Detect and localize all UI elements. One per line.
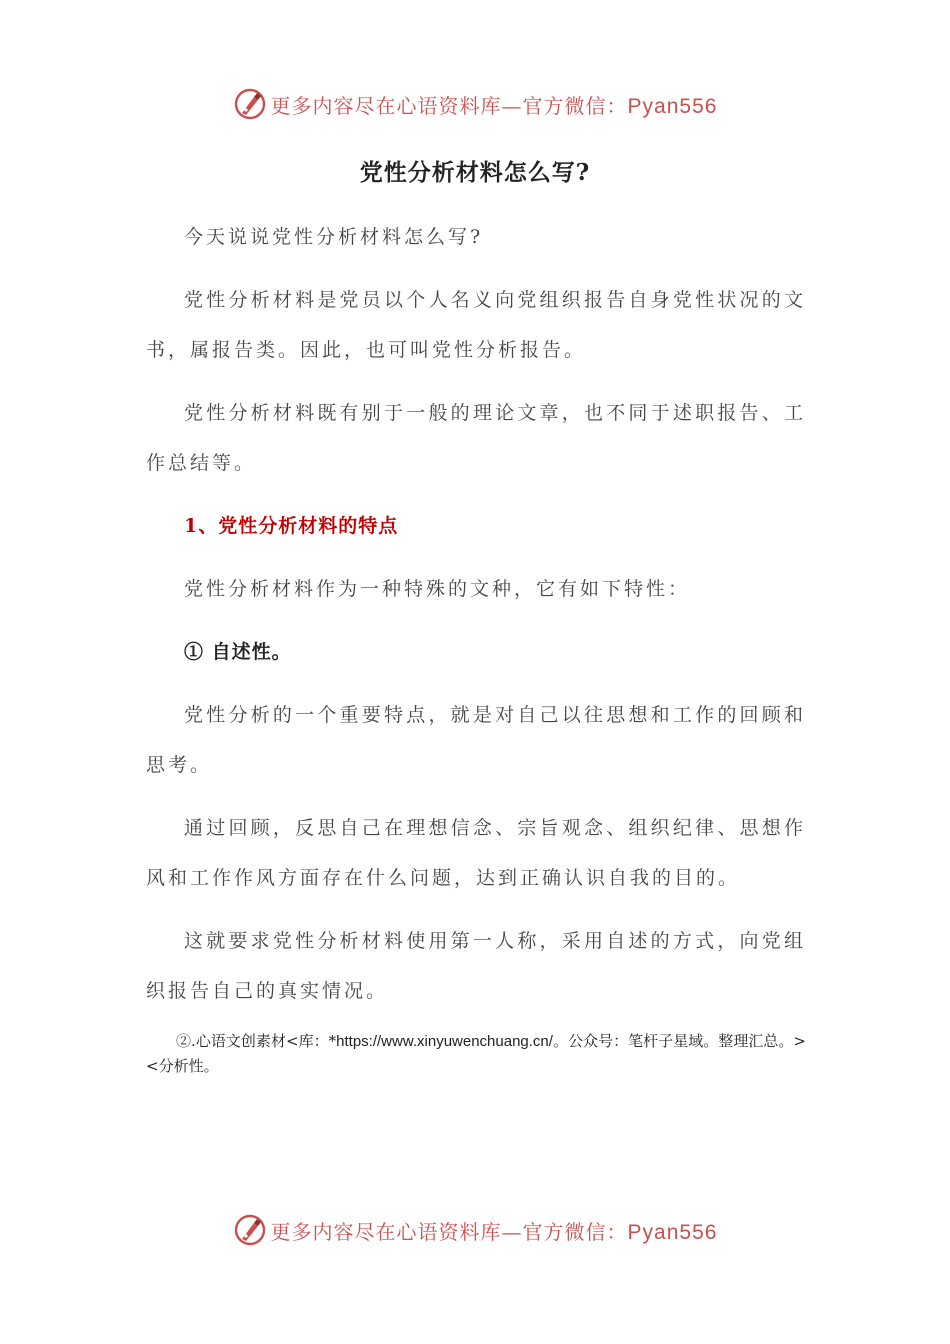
footer-watermark-banner: [0, 1208, 950, 1252]
paragraph: 今天说说党性分析材料怎么写?: [184, 226, 484, 248]
document-body: [146, 212, 806, 1079]
source-note: ②.心语文创素材<库：*https://www.xinyuwenchuang.cn/。公众号：笔杆子星域。整理汇总。><分析性。: [146, 1032, 806, 1075]
paragraph: 党性分析材料既有别于一般的理论文章，也不同于述职报告、工作总结等。: [146, 402, 806, 474]
header-watermark-banner: [0, 82, 950, 126]
document-title: 党性分析材料怎么写?: [359, 159, 591, 186]
pen-nib-circle-icon: [233, 87, 267, 121]
paragraph: 这就要求党性分析材料使用第一人称，采用自述的方式，向党组织报告自己的真实情况。: [146, 930, 806, 1002]
paragraph: 党性分析材料是党员以个人名义向党组织报告自身党性状况的文书，属报告类。因此，也可叫党性分析报告。: [146, 289, 806, 361]
paragraph: 通过回顾，反思自己在理想信念、宗旨观念、组织纪律、思想作风和工作作风方面存在什么问题，达到正确认识自我的目的。: [146, 817, 806, 889]
source-url: https://www.xinyuwenchuang.cn/: [336, 1033, 553, 1050]
paragraph: 党性分析材料作为一种特殊的文种，它有如下特性：: [184, 578, 691, 600]
watermark-text: 更多内容尽在心语资料库—官方微信：Pyan556: [270, 1219, 718, 1244]
watermark-text: 更多内容尽在心语资料库—官方微信：Pyan556: [270, 93, 718, 118]
section-heading: 1、党性分析材料的特点: [184, 515, 399, 537]
paragraph: 党性分析的一个重要特点，就是对自己以往思想和工作的回顾和思考。: [146, 704, 806, 776]
subsection-heading: ① 自述性。: [184, 641, 292, 663]
pen-nib-circle-icon: [233, 1213, 267, 1247]
